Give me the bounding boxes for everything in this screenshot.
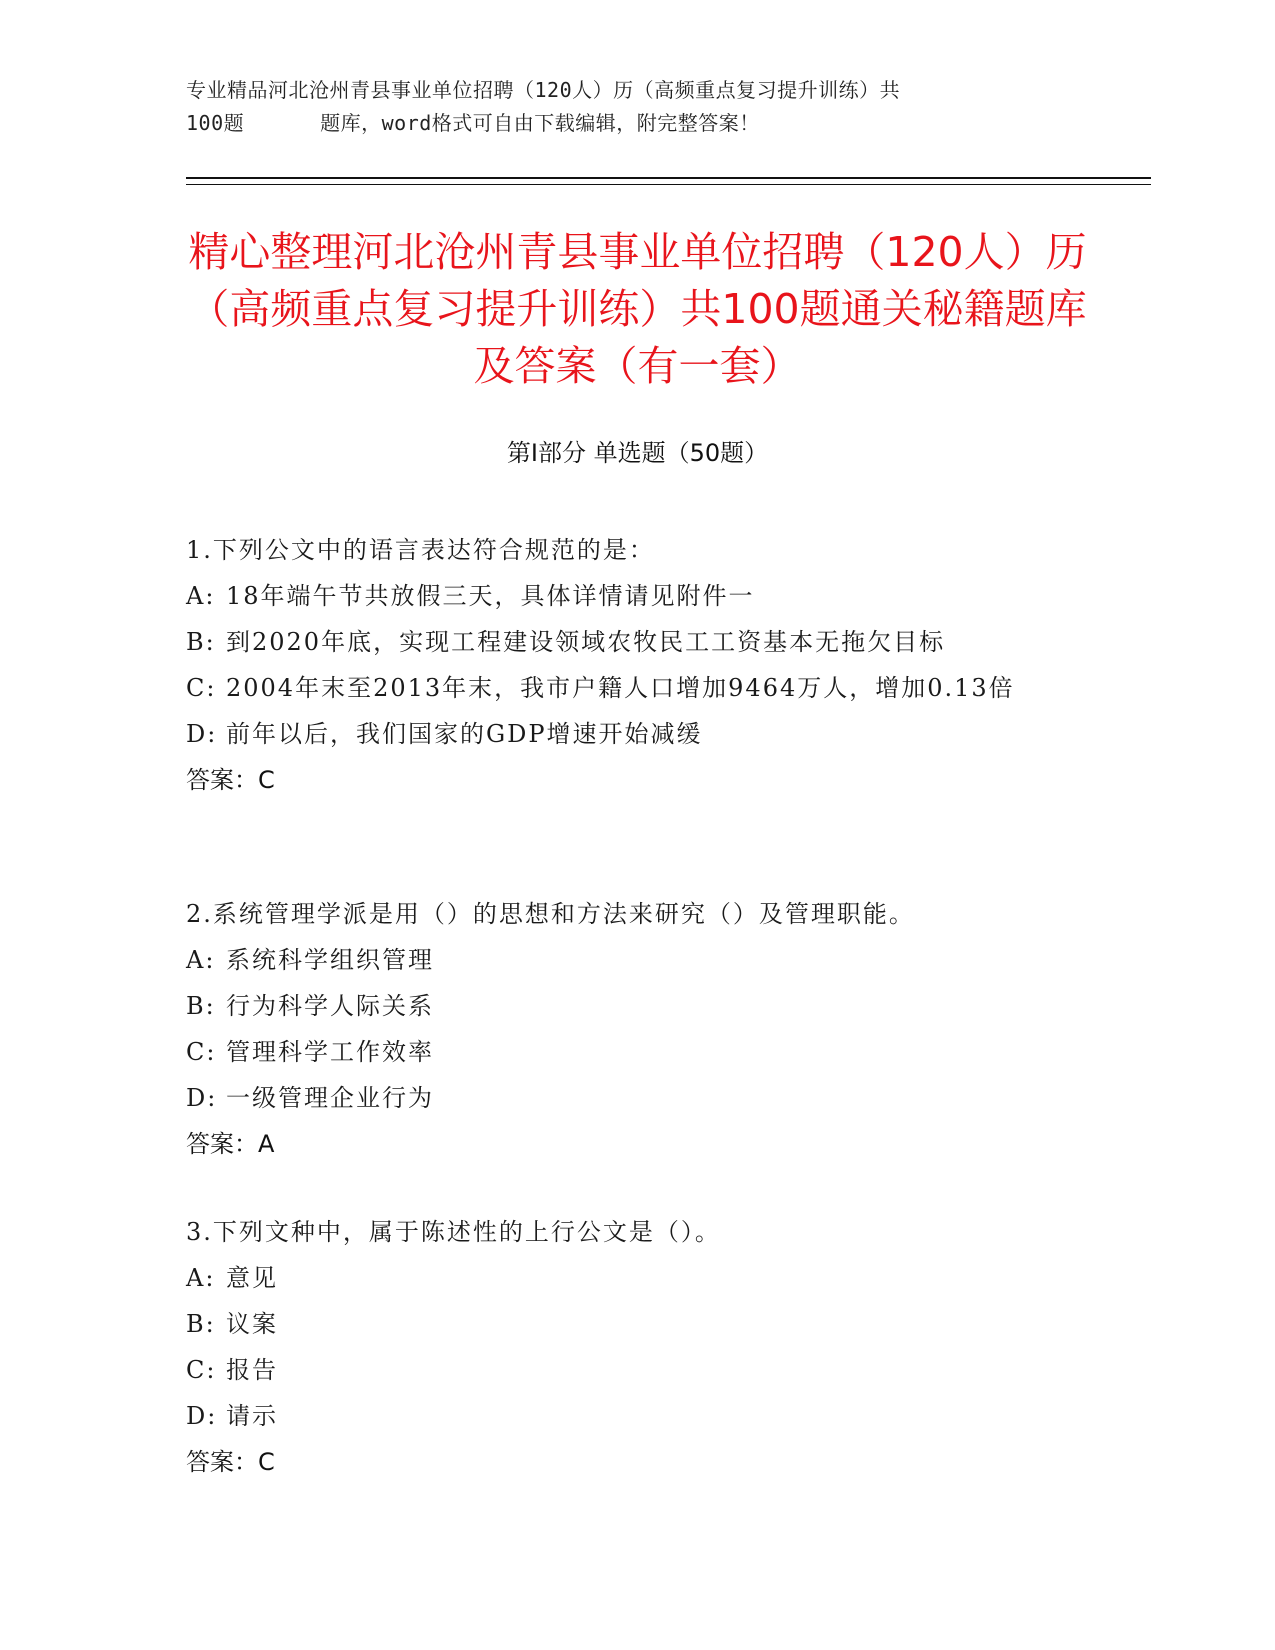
option-letter: B: <box>186 992 216 1020</box>
answer-line: 答案：C <box>186 766 275 794</box>
option-text: 到2020年底，实现工程建设领域农牧民工工资基本无拖欠目标 <box>226 628 946 656</box>
option-d <box>186 1075 1066 1121</box>
answer-line: 答案：C <box>186 1448 275 1476</box>
header-line-1: 专业精品河北沧州青县事业单位招聘（120人）历（高频重点复习提升训练）共 <box>186 78 901 102</box>
header-divider-thin <box>186 184 1151 185</box>
option-text: 2004年末至2013年末，我市户籍人口增加9464万人，增加0.13倍 <box>226 674 1015 702</box>
option-text: 系统科学组织管理 <box>226 946 434 974</box>
question-stem: 1.下列公文中的语言表达符合规范的是： <box>186 536 655 564</box>
option-c <box>186 665 1066 711</box>
header-line-2-start: 100题 <box>186 111 245 135</box>
option-letter: B: <box>186 628 216 656</box>
option-text: 一级管理企业行为 <box>226 1084 434 1112</box>
answer-line: 答案：A <box>186 1130 275 1158</box>
page-header <box>186 74 1086 140</box>
header-line-2 <box>186 107 1086 140</box>
option-b <box>186 619 1066 665</box>
option-a <box>186 1255 1066 1301</box>
option-a <box>186 937 1066 983</box>
option-text: 意见 <box>226 1264 278 1292</box>
option-text: 议案 <box>226 1310 278 1338</box>
option-letter: B: <box>186 1310 216 1338</box>
option-letter: A: <box>186 1264 216 1292</box>
option-text: 行为科学人际关系 <box>226 992 434 1020</box>
option-d <box>186 711 1066 757</box>
question-stem: 3.下列文种中，属于陈述性的上行公文是（）。 <box>186 1218 721 1246</box>
option-a <box>186 573 1066 619</box>
option-letter: D: <box>186 720 218 748</box>
document-title: 精心整理河北沧州青县事业单位招聘（120人）历（高频重点复习提升训练）共100题通关秘籍题库及答案（有一套） <box>188 228 1087 390</box>
option-text: 管理科学工作效率 <box>226 1038 434 1066</box>
option-letter: A: <box>186 946 216 974</box>
question-stem: 2.系统管理学派是用（）的思想和方法来研究（）及管理职能。 <box>186 900 915 928</box>
option-text: 前年以后，我们国家的GDP增速开始减缓 <box>226 720 703 748</box>
header-divider-thick <box>186 177 1151 179</box>
option-text: 请示 <box>226 1402 278 1430</box>
question-3 <box>186 1209 1066 1485</box>
option-letter: A: <box>186 582 216 610</box>
question-1 <box>186 527 1066 803</box>
option-letter: D: <box>186 1402 218 1430</box>
option-text: 18年端午节共放假三天，具体详情请见附件一 <box>226 582 755 610</box>
section-heading: 第I部分 单选题（50题） <box>506 439 769 467</box>
option-b <box>186 1301 1066 1347</box>
option-c <box>186 1347 1066 1393</box>
option-letter: C: <box>186 1356 217 1384</box>
option-d <box>186 1393 1066 1439</box>
option-c <box>186 1029 1066 1075</box>
option-b <box>186 983 1066 1029</box>
question-2 <box>186 891 1066 1167</box>
option-letter: C: <box>186 1038 217 1066</box>
option-letter: D: <box>186 1084 218 1112</box>
header-line-2-end: 题库，word格式可自由下载编辑，附完整答案！ <box>320 111 760 135</box>
option-text: 报告 <box>226 1356 278 1384</box>
option-letter: C: <box>186 674 217 702</box>
